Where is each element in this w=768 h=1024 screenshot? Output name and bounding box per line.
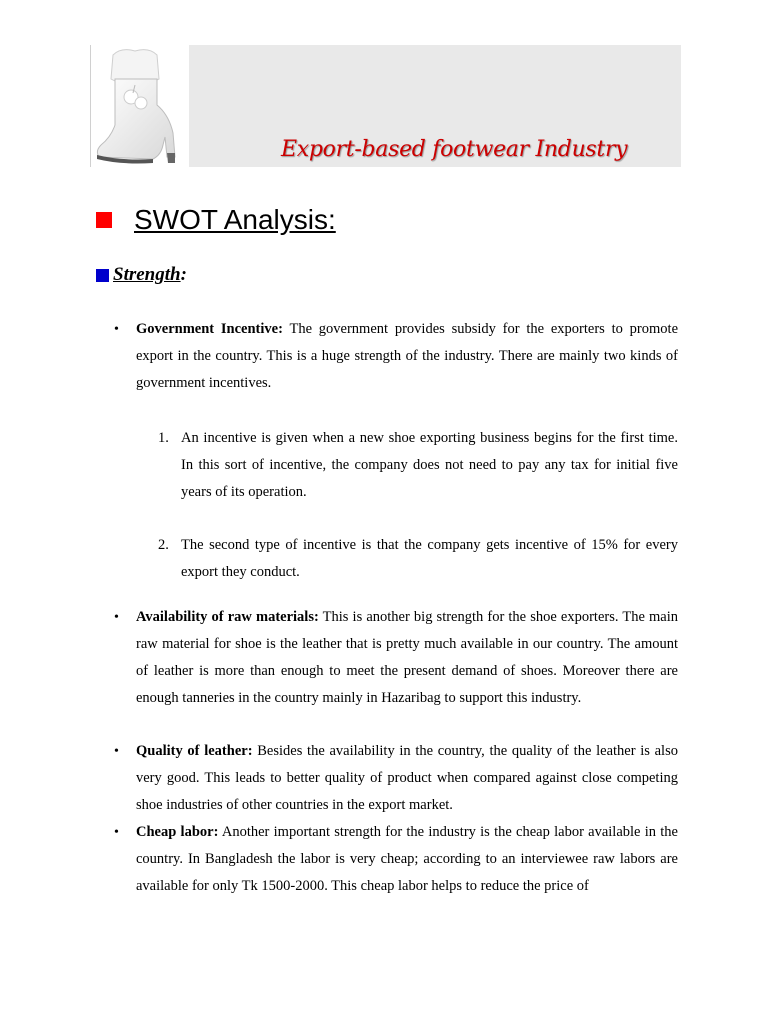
bullet-icon: •: [114, 744, 119, 759]
subsection-colon: :: [180, 264, 187, 285]
incentive-item: The second type of incentive is that the company gets incentive of 15% for every export they conduct.: [181, 537, 678, 580]
bullet-icon: •: [114, 825, 119, 840]
list-item-text: Besides the availability in the country, the quality of the leather is also very good. This leads to better quality of product when compared against close competing shoe industries of other countries in the export market.: [136, 743, 678, 813]
bullet-icon: •: [114, 322, 119, 337]
list-item-term: Quality of leather:: [136, 743, 253, 759]
blue-square-icon: [96, 269, 109, 282]
list-item-term: Availability of raw materials:: [136, 609, 319, 625]
list-item-text: Another important strength for the industry is the cheap labor available in the country. In Bangladesh the labor is very cheap; according to an interviewee raw labors are available for only Tk 1500-2000. This cheap labor helps to reduce the price of: [136, 824, 678, 894]
page-header: [90, 45, 681, 167]
incentive-item: An incentive is given when a new shoe exporting business begins for the first time. In this sort of incentive, the company does not need to pay any tax for initial five years of its operation.: [181, 430, 678, 500]
list-item: [136, 738, 678, 819]
subsection-title: [113, 264, 187, 286]
list-item: [136, 604, 678, 712]
red-square-icon: [96, 212, 112, 228]
list-item: [136, 316, 678, 397]
boot-image: [91, 45, 189, 167]
list-item-text: The government provides subsidy for the exporters to promote export in the country. This is a huge strength of the industry. There are mainly two kinds of government incentives.: [136, 321, 678, 391]
header-title: Export-based footwear Industry: [281, 137, 628, 162]
section-title: SWOT Analysis:: [134, 204, 336, 235]
subsection-title-text: Strength: [113, 264, 181, 285]
white-boot-icon: [91, 45, 189, 167]
list-item-term: Cheap labor:: [136, 824, 219, 840]
section-heading: [96, 200, 336, 240]
list-item-term: Government Incentive:: [136, 321, 283, 337]
bullet-icon: •: [114, 610, 119, 625]
incentive-number: 2.: [158, 537, 169, 553]
list-item-text: This is another big strength for the shoe exporters. The main raw material for shoe is the leather that is pretty much available in our country. The amount of leather is more than enough to meet the present demand of shoes. Moreover there are enough tanneries in the country mainly in Hazaribag to support this industry.: [136, 609, 678, 706]
list-item: [136, 819, 678, 900]
subsection-heading: [96, 263, 187, 287]
incentive-number: 1.: [158, 430, 169, 446]
